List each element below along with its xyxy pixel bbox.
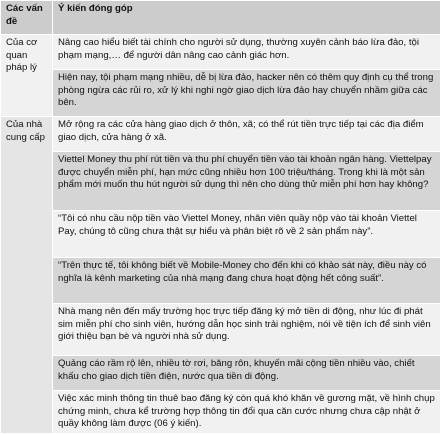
opinion-cell: Việc xác minh thông tin thuê bao đăng ký còn quá khó khăn về gương mặt, về hình chụp chứng minh, chưa kể trường hợp thông tin đổi qua căn cước nhưng chưa cập nhật ở quầy không làm được (06 ý kiến).	[53, 391, 440, 434]
opinion-cell: “Trên thực tế, tôi không biết về Mobile-Money cho đến khi có khảo sát này, điều này có nghĩa là kênh marketing của nhà mạng đang chưa hoạt động hết công suất”.	[53, 258, 440, 304]
table-row	[1, 258, 440, 304]
header-issues: Các vấn đề	[1, 1, 53, 35]
header-opinions: Ý kiến đóng góp	[53, 1, 440, 35]
opinion-cell: Viettel Money thu phí rút tiền và thu phí chuyển tiền vào tài khoản ngân hàng. Viettelpay được chuyển miễn phí, hạn mức cũng nhiều hơn 100 triệu/tháng. Trong khi là một sản phẩm mới muốn thu hút người sử dụng thì nên cho dùng thử miễn phí hơn hay không?	[53, 152, 440, 211]
opinion-cell: Quảng cáo rầm rộ lên, nhiều tờ rơi, băng rôn, khuyến mãi cộng tiền nhiều vào, chiết khấu cho giao dịch tiền điện, nước qua tiền di động.	[53, 356, 440, 391]
opinion-cell: Hiện nay, tội phạm mạng nhiều, dễ bị lừa đảo, hacker nên có thêm quy định cụ thể trong phòng ngừa các rủi ro, xử lý khi nghi ngờ giao dịch lừa đảo hay chuyển nhầm giữa các bên.	[53, 70, 440, 117]
opinion-cell: Mở rộng ra các cửa hàng giao dịch ở thôn, xã; có thể rút tiền trực tiếp tại các địa điểm giao dịch, cửa hàng ở xã.	[53, 117, 440, 152]
table-row	[1, 152, 440, 211]
table-row	[1, 356, 440, 391]
table-row	[1, 304, 440, 356]
table-row	[1, 35, 440, 70]
opinion-cell: Nhà mạng nên đến mấy trường học trực tiếp đăng ký mở tiền di động, như lúc đi phát sim miễn phí cho sinh viên, hướng dẫn học sinh trải nghiệm, nói về tiện ích để sinh viên giới thiệu bạn bè và người nhà sử dụng.	[53, 304, 440, 356]
opinion-cell: Nâng cao hiểu biết tài chính cho người sử dụng, thường xuyên cảnh báo lừa đảo, tội phạm mạng,… để người dân nâng cao cảnh giác hơn.	[53, 35, 440, 70]
table-row	[1, 117, 440, 152]
group-label-provider: Của nhà cung cấp	[1, 117, 53, 434]
opinion-cell: “Tôi có nhu cầu nộp tiền vào Viettel Money, nhân viên quầy nộp vào tài khoản Viettel Pay, chúng tô cũng chưa thật sự hiểu và phân biệt rõ về 2 sản phẩm này”.	[53, 211, 440, 258]
table-row	[1, 211, 440, 258]
group-label-legal: Của cơ quan pháp lý	[1, 35, 53, 117]
table-row	[1, 70, 440, 117]
table-header-row	[1, 1, 440, 35]
